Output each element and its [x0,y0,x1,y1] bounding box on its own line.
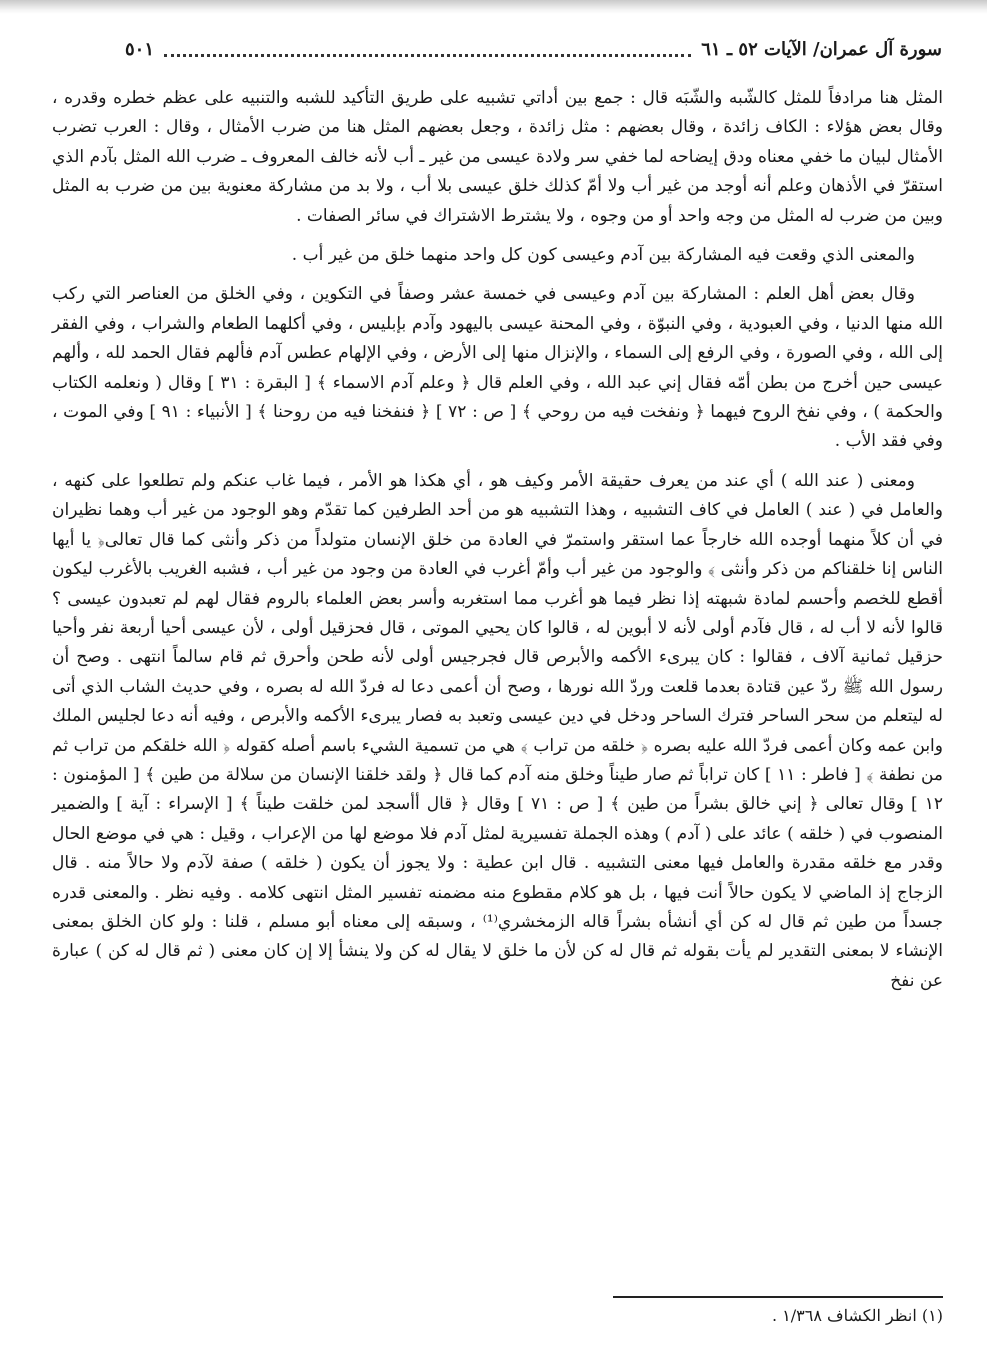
main-text [52,84,943,1006]
running-header [125,34,942,64]
footnote: (١) انظر الكشاف ١/٣٦٨ . [771,1306,943,1325]
page-number: ٥٠١ [125,38,155,60]
chapter-title: سورة آل عمران/ الآيات ٥٢ ـ ٦١ [701,38,942,60]
footnote-separator [613,1296,943,1298]
dot-leader [164,42,691,57]
paragraph: المثل هنا مرادفاً للمثل كالشّبه والشّبَه قال : جمع بين أداتي تشبيه على طريق التأكيد للشبه والتنبيه على عظم خطره وقدره ، وقال بعض هؤلاء : الكاف زائدة ، وقال بعضهم : مثل زائدة ، وجعل بعضهم المثل هنا من ضرب الأمثال ، وقال : العرب تضرب الأمثال لبيان ما خفي معناه ودق إيضاحه لما خفي سر ولادة عيسى من غير ـ أب لأنه خالف المعروف ـ ضرب الله المثل بآدم الذي استقرّ في الأذهان وعلم أنه أوجد من غير أب ولا أمّ كذلك خلق عيسى بلا أب ، ولا بد من مشاركة معنوية بين من ضرب به المثل وبين من ضرب له المثل من وجه واحد أو من وجوه ، ولا يشترط الاشتراك في سائر الصفات . [52,88,943,226]
paragraph: والمعنى الذي وقعت فيه المشاركة بين آدم وعيسى كون كل واحد منهما خلق من غير أب . [291,245,915,266]
paragraph: ومعنى ( عند الله ) أي عند من يعرف حقيقة الأمر وكيف هو ، أي هكذا هو الأمر ، فيما غاب عنكم ولم تطلعوا على كنهه ، والعامل في ( عند ) العامل في كاف التشبيه ، وهذا التشبيه هو من أحد الطرفين كما تقدّم وهو الوجود من غير أب وهما نظيران في أن كلاً منهما أوجده الله خارجاً عما استقر واستمرّ في العادة من خلق الإنسان متولداً من ذكر وأنثى كما قال تعالى﴿ يا أيها الناس إنا خلقناكم من ذكر وأنثى ﴾ والوجود من غير أب وأمّ أغرب في العادة من وجود من غير أب ، فشبه الغريب بالأغرب ليكون أقطع للخصم وأحسم لمادة شبهته إذا نظر فيما هو أغرب مما استغربه وأسر بعض العلماء بالروم فقال لهم لم تعبدون عيسى ؟ قالوا لأنه لا أب له ، قال فآدم أولى لأنه لا أبوين له ، قالوا كان يحيي الموتى ، قال فحزقيل أولى ، لأن عيسى أحيا أربعة نفر وأحيا حزقيل ثمانية آلاف ، فقالوا : كان يبرىء الأكمه والأبرص قال فجرجيس أولى لأنه طحن وأحرق ثم قام سالماً انتهى . وصح أن رسول الله ﷺ ردّ عين قتادة بعدما قلعت وردّ الله نورها ، وصح أن أعمى دعا له فردّ الله له بصره ، وفي حديث الشاب الذي أتى له ليتعلم من سحر الساحر فترك الساحر ودخل في دين عيسى وتعبد به فصار يبرىء الأكمه والأبرص ، وفيه أنه دعا لجليس الملك وابن عمه وكان أعمى فردّ الله عليه بصره ﴿ خلقه من تراب ﴾ هي من تسمية الشيء باسم أصله كقوله ﴿ الله خلقكم من تراب ثم من نطفة ﴾ [ فاطر : ١١ ] كان تراباً ثم صار طيناً وخلق منه آدم كما قال ﴿ ولقد خلقنا الإنسان من سلالة من طين ﴾ [ المؤمنون : ١٢ ] وقال تعالى ﴿ إني خالق بشراً من طين ﴾ [ ص : ٧١ ] وقال ﴿ قال أأسجد لمن خلقت طيناً ﴾ [ الإسراء : آية ] والضمير المنصوب في ( خلقه ) عائد على ( آدم ) وهذه الجملة تفسيرية لمثل آدم فلا موضع لها من الإعراب ، وقيل : هي في موضع الحال وقدر مع خلقه مقدرة والعامل فيها معنى التشبيه . قال ابن عطية : ولا يجوز أن يكون ( خلقه ) صفة لآدم ولا حالاً منه . قال الزجاج إذ الماضي لا يكون حالاً أنت فيها ، بل هو كلام مقطوع منه مضمنه تفسير المثل انتهى كلامه . وفيه نظر . والمعنى قدره جسداً من طين ثم قال له كن أي أنشأه بشراً قاله الزمخشري⁽¹⁾ ، وسبقه إلى معناه أبو مسلم ، قلنا : ولو كان الخلق بمعنى الإنشاء لا بمعنى التقدير لم يأت بقوله ثم قال له كن لأن ما خلق لا يقال له كن ولا ينشأ إلا إن كان معنى ( ثم قال له كن ) عبارة عن نفخ [52,470,943,991]
scan-edge [0,0,987,14]
paragraph: وقال بعض أهل العلم : المشاركة بين آدم وعيسى في خمسة عشر وصفاً في التكوين ، وفي الخلق من العناصر التي ركب الله منها الدنيا ، وفي العبودية ، وفي النبوّة ، وفي المحنة عيسى باليهود وآدم بإبليس ، وفي أكلهما الطعام والشراب ، وفي الفقر إلى الله ، وفي الصورة ، وفي الرفع إلى السماء ، والإنزال منها إلى الأرض ، وفي الإلهام عطس آدم فألهم فقال الحمد لله ، وألهم عيسى حين أخرج من بطن أمّه فقال إني عبد الله ، وفي العلم قال ﴿ وعلم آدم الاسماء ﴾ [ البقرة : ٣١ ] وقال ( ونعلمه الكتاب والحكمة ) ، وفي نفخ الروح فيهما ﴿ ونفخت فيه من روحي ﴾ [ ص : ٧٢ ] ﴿ فنفخنا فيه من روحنا ﴾ [ الأنبياء : ٩١ ] وفي الموت ، وفي فقد الأب . [52,284,943,452]
